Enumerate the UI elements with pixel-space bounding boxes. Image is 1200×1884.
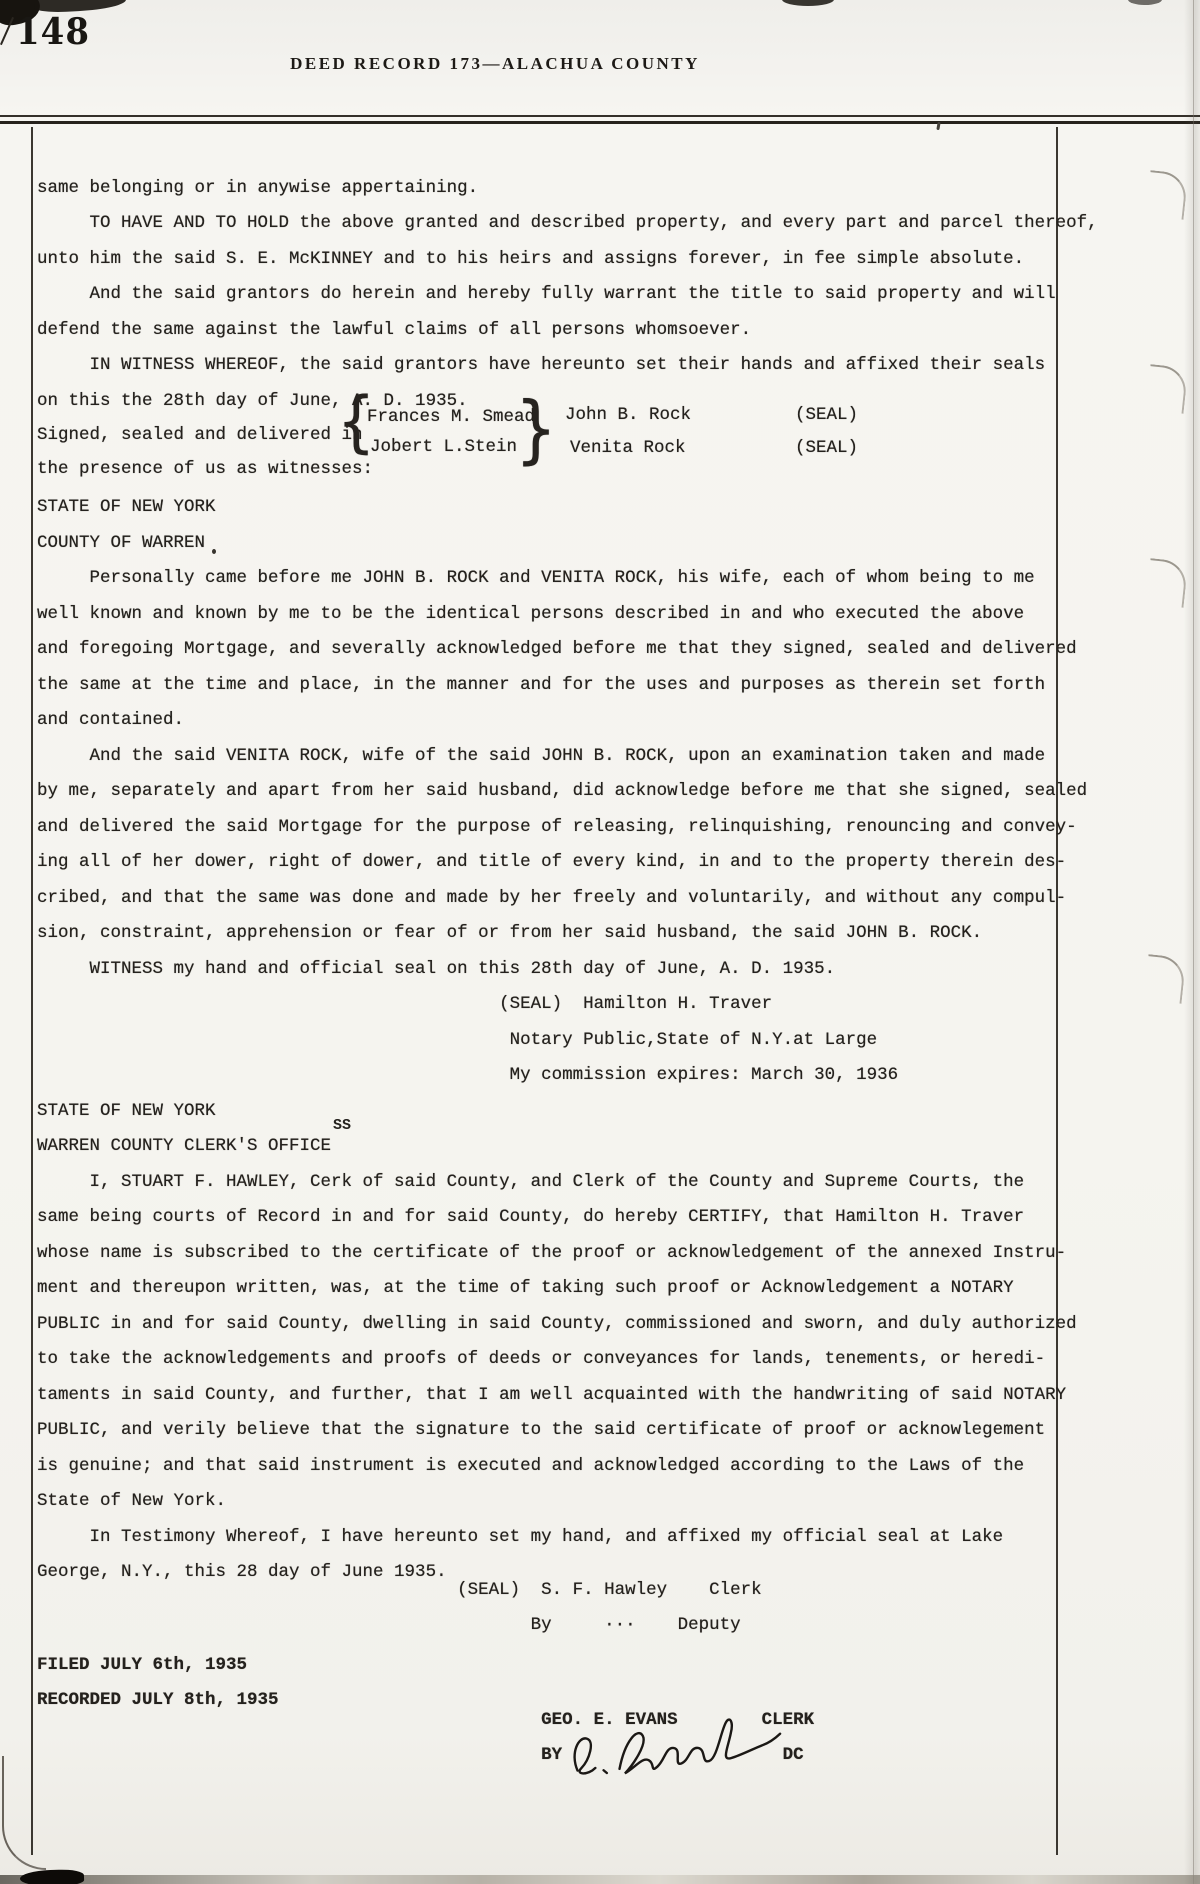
typed-line: taments in said County, and further, that I am well acquainted with the handwriting of said NOTARY	[37, 1384, 1067, 1405]
typed-line: Personally came before me JOHN B. ROCK and VENITA ROCK, his wife, each of whom being to me	[37, 568, 1035, 589]
typed-line: In Testimony Whereof, I have hereunto set my hand, and affixed my official seal at Lake	[37, 1526, 1004, 1547]
page-title: DEED RECORD 173—ALACHUA COUNTY	[290, 54, 700, 73]
recorded-stamp-line: RECORDED JULY 8th, 1935	[37, 1690, 279, 1711]
brace-close-glyph: }	[515, 385, 557, 473]
seal-label: (SEAL)	[795, 437, 859, 458]
typed-line: to take the acknowledgements and proofs of deeds or conveyances for lands, tenements, or heredi-	[37, 1349, 1046, 1370]
grantor-signature-name: John B. Rock	[565, 404, 692, 425]
ink-blob	[20, 1869, 85, 1884]
typed-line: PUBLIC in and for said County, dwelling in said County, commissioned and sworn, and duly authorized	[37, 1313, 1077, 1334]
bottom-left-curl-mark	[2, 1756, 46, 1870]
typed-line: by me, separately and apart from her said husband, did acknowledge before me that she signed, sealed	[37, 781, 1088, 802]
body-paragraphs-1	[37, 170, 1177, 419]
typed-line: STATE OF NEW YORK	[37, 1100, 216, 1121]
page-curl-mark	[1146, 364, 1189, 414]
header-rule-thick	[0, 121, 1200, 124]
typed-line: unto him the said S. E. McKINNEY and to his heirs and assigns forever, in fee simple absolute.	[37, 248, 1025, 269]
typed-line: WARREN COUNTY CLERK'S OFFICE	[37, 1136, 332, 1157]
clerk-seal-line: (SEAL) S. F. Hawley Clerk	[37, 1579, 762, 1600]
typed-line: George, N.Y., this 28 day of June 1935.	[37, 1562, 447, 1583]
typed-line: Notary Public,State of N.Y.at Large	[37, 1029, 878, 1050]
witness-intro-line2: the presence of us as witnesses:	[37, 458, 374, 479]
page-curl-mark	[1144, 954, 1187, 1004]
typed-line: STATE OF NEW YORK	[37, 497, 216, 518]
ink-smudge	[782, 0, 834, 6]
left-margin-rule	[31, 127, 33, 1855]
typed-line: And the said VENITA ROCK, wife of the said JOHN B. ROCK, upon an examination taken and made	[37, 745, 1046, 766]
ink-smudge	[1128, 0, 1162, 5]
page-curl-mark	[1146, 558, 1189, 608]
typed-line: well known and known by me to be the identical persons described in and who executed the above	[37, 603, 1025, 624]
ss-notation: SS	[333, 1117, 352, 1134]
typed-line: ing all of her dower, right of dower, and title of every kind, in and to the property therein des-	[37, 852, 1067, 873]
filed-stamp-line: FILED JULY 6th, 1935	[37, 1654, 248, 1675]
body-paragraphs-2	[37, 490, 1177, 1591]
typed-line: on this the 28th day of June, A. D. 1935.	[37, 390, 468, 411]
typed-line: defend the same against the lawful claims of all persons whomsoever.	[37, 319, 752, 340]
header-rule-thin	[0, 115, 1200, 117]
seal-label: (SEAL)	[795, 404, 859, 425]
county-clerk-by-line: BY DC	[37, 1745, 804, 1766]
stray-mark	[936, 122, 940, 130]
typed-line: WITNESS my hand and official seal on this 28th day of June, A. D. 1935.	[37, 958, 836, 979]
page-curl-mark	[1146, 170, 1189, 220]
stray-ink-dot	[212, 549, 216, 554]
typed-line: is genuine; and that said instrument is executed and acknowledged according to the Laws of the	[37, 1455, 1025, 1476]
typed-line: and delivered the said Mortgage for the purpose of releasing, relinquishing, renouncing and convey-	[37, 816, 1077, 837]
typed-line: IN WITNESS WHEREOF, the said grantors have hereunto set their hands and affixed their seals	[37, 355, 1046, 376]
typed-line: PUBLIC, and verily believe that the signature to the said certificate of proof or acknowlegement	[37, 1420, 1046, 1441]
typed-line: and foregoing Mortgage, and severally acknowledged before me that they signed, sealed and delivered	[37, 639, 1077, 660]
typed-line: whose name is subscribed to the certificate of the proof or acknowledgement of the annexed Instru-	[37, 1242, 1067, 1263]
typed-line: TO HAVE AND TO HOLD the above granted and described property, and every part and parcel thereof,	[37, 213, 1098, 234]
witness-name: Frances M. Smead	[367, 406, 536, 427]
typed-line: And the said grantors do herein and hereby fully warrant the title to said property and will	[37, 284, 1056, 305]
witness-name: Jobert L.Stein	[370, 436, 518, 457]
typed-line: sion, constraint, apprehension or fear of or from her said husband, the said JOHN B. ROCK.	[37, 923, 983, 944]
page-edge-line	[1193, 0, 1194, 1884]
deputy-line: By ··· Deputy	[37, 1615, 741, 1636]
typed-line: State of New York.	[37, 1491, 227, 1512]
typed-line: I, STUART F. HAWLEY, Cerk of said County, and Clerk of the County and Supreme Courts, the	[37, 1171, 1025, 1192]
page-number: 148	[16, 10, 90, 54]
scan-edge-band	[0, 1875, 1200, 1884]
typed-line: and contained.	[37, 710, 185, 731]
brace-open-glyph: {	[337, 382, 376, 461]
typed-line: My commission expires: March 30, 1936	[37, 1065, 899, 1086]
typed-line: same belonging or in anywise appertaining.	[37, 177, 479, 198]
typed-line: ment and thereupon written, was, at the time of taking such proof or Acknowledgement a NOTARY	[37, 1278, 1014, 1299]
grantor-signature-name: Venita Rock	[570, 437, 686, 458]
typed-text-column	[37, 170, 1177, 1773]
typed-line: (SEAL) Hamilton H. Traver	[37, 994, 773, 1015]
typed-line: COUNTY OF WARREN	[37, 532, 206, 553]
county-clerk-name-line: GEO. E. EVANS CLERK	[37, 1709, 815, 1730]
witness-intro-line1: Signed, sealed and delivered in	[37, 424, 363, 445]
typed-line: the same at the time and place, in the manner and for the uses and purposes as therein set forth	[37, 674, 1046, 695]
typed-line: same being courts of Record in and for said County, do hereby CERTIFY, that Hamilton H. Traver	[37, 1207, 1025, 1228]
typed-line: cribed, and that the same was done and made by her freely and voluntarily, and without any compul-	[37, 887, 1067, 908]
